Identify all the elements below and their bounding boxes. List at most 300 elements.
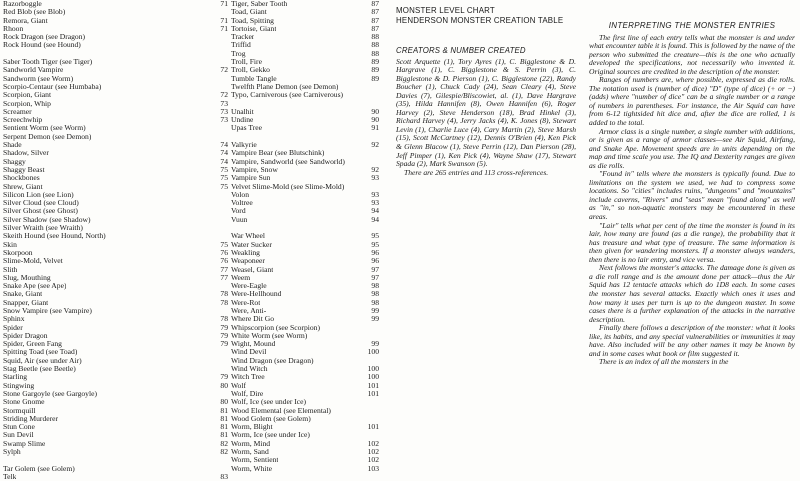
index-entry [231,315,379,323]
index-entry-name: Silver Wraith (see Wraith) [3,224,83,233]
index-entry [231,382,379,390]
index-entry-name: Sphinx [3,315,25,324]
index-entry-name: Vord [231,207,246,216]
index-entry [3,365,228,373]
index-entry [3,241,228,249]
chart-and-credits-column [396,0,576,177]
index-entry-page: 75 [220,182,228,191]
index-entry-page [375,415,379,423]
index-entry [3,266,228,274]
index-entry-page [224,216,228,224]
index-entry-name: Skorpoon [3,248,33,257]
index-entry-name: Worm, Blight [231,423,273,432]
interpreting-body [589,34,795,367]
index-entry-name: Were, Anti- [231,306,267,315]
index-entry-name: Stag Beetle (see Beetle) [3,365,76,374]
index-entry [231,373,379,381]
index-entry-name: Velvet Slime-Mold (see Slime-Mold) [231,182,345,191]
index-entry [3,0,228,8]
index-entry-page [224,348,228,356]
index-entry [3,183,228,191]
index-entry [3,224,228,232]
index-entry-page: 93 [371,199,379,208]
index-entry-page [224,83,228,91]
index-entry [3,423,228,431]
index-entry [231,141,379,149]
index-entry-page: 77 [220,273,228,282]
index-entry [3,83,228,91]
index-entry [231,307,379,315]
index-entry [3,216,228,224]
index-entry-page [375,149,379,157]
index-entry [3,8,228,16]
monster-level-chart-heading: MONSTER LEVEL CHART [396,6,495,15]
index-entry-page [224,357,228,365]
index-entry [231,465,379,473]
index-entry [231,91,379,99]
index-entry-name: Squid, Air (see under Air) [3,356,82,365]
index-entry [3,373,228,381]
index-entry-page: 77 [220,265,228,274]
interpreting-paragraph: "Lair" tells what per cent of the time the monster is found in its lair, how many are found (as a die range), the probability that it has treasure and what type of treasure. The same information is then given for wandering monsters. If a monster always wanders, then there is no lair entry, and vice versa. [589,220,795,264]
index-entry-page: 94 [371,215,379,224]
index-entry [3,133,228,141]
index-entry-name: Stormquill [3,406,36,415]
index-entry [3,282,228,290]
index-entry-name: Troll, Fire [231,58,262,67]
index-entry-page: 100 [367,348,379,357]
index-entry-name: Skin [3,240,17,249]
index-entry [231,332,379,340]
index-entry-name: Troll, Gekko [231,66,270,75]
index-entry-name: Shockbones [3,174,40,183]
index-entry [3,199,228,207]
index-entry-page [224,8,228,16]
index-entry-name: Wolf [231,381,246,390]
index-entry-name: Typo, Carniverous (see Carniverous) [231,91,344,100]
index-entry [231,166,379,174]
index-entry-name: Twelfth Plane Demon (see Demon) [231,82,339,91]
index-entry-name: Worm, Mind [231,439,271,448]
index-entry-page: 94 [371,207,379,216]
index-entry-name: Razorboggle [3,0,42,8]
index-entry-name: Shaggy Beast [3,165,45,174]
index-column-middle [231,0,379,473]
index-entry-page: 87 [371,24,379,33]
index-entry [3,33,228,41]
index-entry-page [224,224,228,232]
index-entry [3,257,228,265]
index-entry [231,365,379,373]
index-entry-page: 97 [371,273,379,282]
index-entry [3,249,228,257]
index-entry [3,158,228,166]
index-entry-page: 75 [220,240,228,249]
index-entry-page: 82 [220,448,228,457]
index-entry-page [224,33,228,41]
index-entry-name: Snapper, Giant [3,298,49,307]
index-entry [3,382,228,390]
index-entry [231,324,379,332]
index-entry [231,158,379,166]
index-entry-page [375,431,379,439]
index-entry-name: Silver Cloud (see Cloud) [3,199,79,208]
index-entry [3,232,228,240]
index-entry [3,332,228,340]
index-entry-page: 79 [220,323,228,332]
index-entry-page [224,282,228,290]
index-entry-page: 98 [371,290,379,299]
index-entry [231,8,379,16]
index-entry-name: Sylph [3,448,21,457]
index-entry [3,108,228,116]
index-entry [231,216,379,224]
index-entry [3,307,228,315]
index-entry [231,348,379,356]
index-gap [231,100,379,108]
index-entry-page: 99 [371,340,379,349]
index-entry [3,357,228,365]
index-entry-page: 92 [371,165,379,174]
index-entry-page: 72 [220,91,228,100]
index-entry-page: 97 [371,265,379,274]
index-entry-name: Screamer [3,107,32,116]
index-entry-page: 100 [367,365,379,374]
index-entry-page [224,390,228,398]
index-entry-page: 80 [220,398,228,407]
index-entry [3,17,228,25]
interpreting-paragraph: The first line of each entry tells what the monster is and under what encounter table it is found. This is followed by the name of the person who submitted the creature—this is the one who actually developed the specifications, not necessarily who invented it. Original sources are credited in the description of the monster. [589,32,795,76]
index-entry [231,207,379,215]
index-entry-name: Slug, Mouthing [3,273,51,282]
interpreting-paragraph: "Found in" tells where the monsters is typically found. Due to limitations on the system we used, we had to compress some locations. So "cities" includes ruins, "dungeons" and "mountains" include caverns, "Rivers" and "seas" mean "found along" as well as "in," so non-aquatic monsters may be encountered in these areas. [589,169,795,222]
index-gap [231,224,379,232]
index-entry-page: 78 [220,298,228,307]
index-entry [3,58,228,66]
index-entry-page [224,232,228,240]
index-entry-page: 87 [371,8,379,17]
index-entry-name: Were-Rot [231,298,261,307]
index-entry [231,431,379,439]
index-entry [231,0,379,8]
index-entry-name: Witch Tree [231,373,265,382]
index-entry [3,141,228,149]
index-entry-page: 71 [220,16,228,25]
index-entry-name: Where Dit Go [231,315,275,324]
index-entry-name: Scorpio-Centaur (see Humbaba) [3,82,102,91]
index-entry-page: 88 [371,41,379,50]
index-entry-name: Wolf, Dire [231,389,264,398]
index-entry-page: 78 [220,315,228,324]
index-entry-page: 89 [371,74,379,83]
index-entry-name: Worm, Ice (see under Ice) [231,431,310,440]
index-entry-page [375,357,379,365]
index-entry-page: 74 [220,149,228,158]
index-entry-page: 93 [371,174,379,183]
index-entry-page: 71 [220,24,228,33]
index-entry [3,290,228,298]
index-entry-name: Striding Murderer [3,414,59,423]
index-entry-page: 71 [220,0,228,8]
index-entry-name: Toad, Giant [231,8,267,17]
index-entry [3,116,228,124]
index-entry-name: Wood Elemental (see Elemental) [231,406,331,415]
index-entry [231,33,379,41]
index-entry-page [375,91,379,99]
index-entry-name: Wolf, Ice (see under Ice) [231,398,307,407]
index-entry-page: 96 [371,257,379,266]
index-entry [231,299,379,307]
index-entry [231,25,379,33]
index-entry-page: 99 [371,306,379,315]
index-entry-name: Sandworm (see Worm) [3,74,74,83]
index-entry-name: Vampire, Snow [231,165,278,174]
index-entry [3,465,228,473]
index-entry-name: Tortoise, Giant [231,24,277,33]
index-entry-name: Swamp Slime [3,439,46,448]
index-entry-name: Snow Vampire (see Vampire) [3,306,92,315]
index-entry-name: Were-Hellhound [231,290,282,299]
index-entry [231,199,379,207]
index-entry [231,407,379,415]
index-entry-name: Weem [231,273,251,282]
index-entry-name: Tracker [231,33,255,42]
index-entry-name: Spitting Toad (see Toad) [3,348,78,357]
index-entry-name: Spider Dragon [3,331,48,340]
index-entry [231,17,379,25]
index-entry-page: 79 [220,331,228,340]
index-entry [3,75,228,83]
entries-count-note: There are 265 entries and 113 cross-references. [404,167,549,177]
index-entry [3,166,228,174]
index-entry-name: War Wheel [231,232,266,241]
index-entry-page: 80 [220,381,228,390]
index-entry [231,174,379,182]
index-entry-page: 72 [220,66,228,75]
index-entry [231,266,379,274]
index-entry-page: 95 [371,240,379,249]
index-entry [231,390,379,398]
index-entry-page [224,133,228,141]
index-entry-name: Triffid [231,41,251,50]
index-entry [231,83,379,91]
index-entry-name: Wind Devil [231,348,267,357]
index-entry-name: Weasel, Giant [231,265,274,274]
index-entry-page [375,83,379,91]
interpretation-column [589,0,795,367]
index-entry-name: White Worm (see Worm) [231,331,308,340]
index-entry [3,473,228,481]
index-entry [231,357,379,365]
index-entry-page: 101 [367,381,379,390]
index-entry [3,448,228,456]
index-gap [3,456,228,464]
index-entry-name: Snake, Giant [3,290,43,299]
index-entry-page: 81 [220,406,228,415]
index-entry-name: Sentient Worm (see Worm) [3,124,86,133]
index-entry-name: Stone Gargoyle (see Gargoyle) [3,389,97,398]
index-entry-name: Stun Cone [3,423,35,432]
index-entry-page: 74 [220,157,228,166]
index-entry-name: Rhoon [3,24,24,33]
index-entry [3,174,228,182]
index-entry-page: 92 [371,141,379,150]
index-entry-page [375,398,379,406]
index-entry-page: 96 [371,248,379,257]
index-entry-name: Snake Ape (see Ape) [3,282,67,291]
index-entry-name: Starling [3,373,28,382]
index-entry-name: Voltree [231,199,253,208]
index-entry-name: Silicon Lion (see Lion) [3,190,74,199]
index-entry [231,58,379,66]
index-entry-page: 103 [367,464,379,473]
index-entry-page: 93 [371,190,379,199]
index-entry-name: Vampire, Sandworld (see Sandworld) [231,157,345,166]
index-entry-name: Sun Devil [3,431,34,440]
index-entry-page: 98 [371,282,379,291]
index-entry [231,274,379,282]
index-entry-name: Upas Tree [231,124,263,133]
index-entry-name: Weaponeer [231,257,265,266]
index-entry [3,124,228,132]
index-entry-page [224,191,228,199]
index-entry-page: 81 [220,431,228,440]
index-entry [231,183,379,191]
index-entry-name: Shade [3,141,22,150]
interpreting-paragraph: There is an index of all the monsters in the [599,357,729,367]
index-entry-page: 79 [220,373,228,382]
index-entry-page: 83 [220,472,228,481]
index-entry-page: 98 [371,298,379,307]
index-entry-page: 75 [220,174,228,183]
index-entry [231,257,379,265]
index-entry [231,124,379,132]
index-entry-page [224,124,228,132]
index-entry-name: Spider, Green Fang [3,340,62,349]
index-entry-name: Vampire Bear (see Blutschink) [231,149,325,158]
index-entry-page: 82 [220,439,228,448]
monster-creation-table-heading: HENDERSON MONSTER CREATION TABLE [396,15,564,25]
index-entry-page [375,183,379,191]
index-entry [3,100,228,108]
index-entry-page: 102 [367,456,379,465]
index-gap [231,133,379,141]
index-entry-name: Unalhit [231,107,254,116]
index-entry-name: Silver Ghost (see Ghost) [3,207,78,216]
index-entry-name: Tar Golem (see Golem) [3,464,75,473]
index-entry-page: 89 [371,66,379,75]
index-entry [3,440,228,448]
index-entry-name: Valkyrie [231,141,257,150]
index-entry [3,315,228,323]
index-entry [231,415,379,423]
index-entry-name: Red Blob (see Blob) [3,8,66,17]
index-entry [3,299,228,307]
index-entry-name: Water Sucker [231,240,272,249]
index-entry [3,25,228,33]
index-entry-name: Trog [231,49,246,58]
index-entry-page: 81 [220,414,228,423]
index-entry [3,407,228,415]
index-entry-page: 75 [220,165,228,174]
index-entry-name: Volon [231,190,250,199]
index-column-left [3,0,228,481]
index-entry-page [224,41,228,49]
index-entry-name: Vampire Sun [231,174,271,183]
index-entry-page: 91 [371,124,379,133]
index-entry-page: 102 [367,448,379,457]
index-entry-name: Rock Dragon (see Dragon) [3,33,86,42]
index-entry-page: 99 [371,315,379,324]
index-entry [3,91,228,99]
index-entry [231,241,379,249]
index-entry [3,149,228,157]
index-entry-name: Wind Dragon (see Dragon) [231,356,314,365]
index-entry-name: Worm, Sentient [231,456,279,465]
index-entry [231,50,379,58]
interpreting-paragraph: Armor class is a single number, a single number with additions, or is given as a range of armor classes—see Air Squid, Airfang, and Snake Ape. Movement speeds are in units depending on the map and time scale you use. The IQ and Dexterity ranges are given as die rolls. [589,126,795,170]
index-entry-name: Skeith Hound (see Hound, North) [3,232,106,241]
index-entry-page: 90 [371,107,379,116]
index-entry-name: Saber Tooth Tiger (see Tiger) [3,58,93,67]
index-entry [231,232,379,240]
index-entry [3,348,228,356]
index-entry-name: Worm, White [231,464,273,473]
index-entry-page [224,75,228,83]
index-entry-name: Wood Golem (see Golem) [231,414,311,423]
index-entry-page [224,365,228,373]
index-entry-name: Screechwhip [3,116,43,125]
creators-list: Scott Arquette (1), Tory Ayres (1), C. Bigglestone & D. Hargrave (1), C. Bigglestone & S. Perrin (3), C. Bigglestone & D. Pierson (1), C. Bigglestone (22), Randy Boucher (1), Chuck Cady (24), Sean Cleary (4), Steve Davies (7), Gilespie/Bliscowiet, al. (1), Dave Hargrave (35), Hilda Hannifen (8), Owen Hannifen (6), Roger Harvey (2), Steve Henderson (18), Brad Hinkel (3), Richard Harvey (4), Jerry Jacks (4), K. Jones (8), Stewart Levin (1), Charlie Luce (4), Cary Martin (2), Steve Marsh (15), Scott McCartney (12), Dennis O'Brien (4), Ken Pick & Glenn Blacow (1), Steve Perrin (12), Dan Pierson (28), Jeff Pimper (1), Ken Pick (4), Wayne Shaw (17), Stewart Spada (2), Mark Swanson (5). [396,56,576,169]
index-entry-page: 101 [367,389,379,398]
index-entry [3,324,228,332]
index-entry-page [375,324,379,332]
index-entry-name: Wind Witch [231,365,268,374]
index-entry-name: Stingwing [3,381,35,390]
index-entry-name: Shadow, Silver [3,149,49,158]
index-entry-page [224,465,228,473]
index-entry [231,75,379,83]
index-entry [231,41,379,49]
index-entry-page: 88 [371,49,379,58]
index-entry-name: Tiger, Saber Tooth [231,0,288,8]
index-entry [231,290,379,298]
index-entry-page: 78 [220,290,228,299]
index-entry [231,108,379,116]
index-entry-page: 79 [220,340,228,349]
index-entry-name: Spider [3,323,23,332]
index-entry [3,66,228,74]
index-entry [231,448,379,456]
index-entry-page [375,407,379,415]
interpreting-paragraph: Next follows the monster's attacks. The damage done is given as a die roll range and is the amount done per attack—thus the Air Squid has 12 tentacle attacks which do 1D8 each. In some cases the monster has several attacks. Exactly which ones it uses and how many it uses per turn is up to the dungeon master. In some cases there is a further explanation of the attacks in the narrative description. [589,263,795,324]
index-entry-page: 89 [371,58,379,67]
index-entry [231,282,379,290]
index-entry-page: 100 [367,373,379,382]
index-entry-page [224,307,228,315]
index-entry-page: 74 [220,141,228,150]
index-entry [3,390,228,398]
index-entry-page: 73 [220,116,228,125]
index-entry-name: Weakling [231,248,260,257]
interpreting-paragraph: Ranges of numbers are, where possible, expressed as die rolls. The notation used is (number of dice) "D" (type of dice) (+ or −) (adds) where "number of dice" can be a single number or a range of numbers in parentheses. For instance, the Air Squid can have from 6-12 tightsided hit dice and, after the dice are rolled, 1 is added to the total. [589,75,795,128]
index-entry-name: Shrew, Giant [3,182,43,191]
index-entry-name: Sandworld Vampire [3,66,64,75]
index-entry-page: 87 [371,0,379,8]
index-entry-name: Slith [3,265,18,274]
interpreting-paragraph: Finally there follows a description of the monster: what it looks like, its habits, and any special vulnerabilities or immunities it may have. Also included will be any other names it may be known by and in some cases what book or film suggested it. [589,323,795,358]
index-entry-name: Remora, Giant [3,16,48,25]
